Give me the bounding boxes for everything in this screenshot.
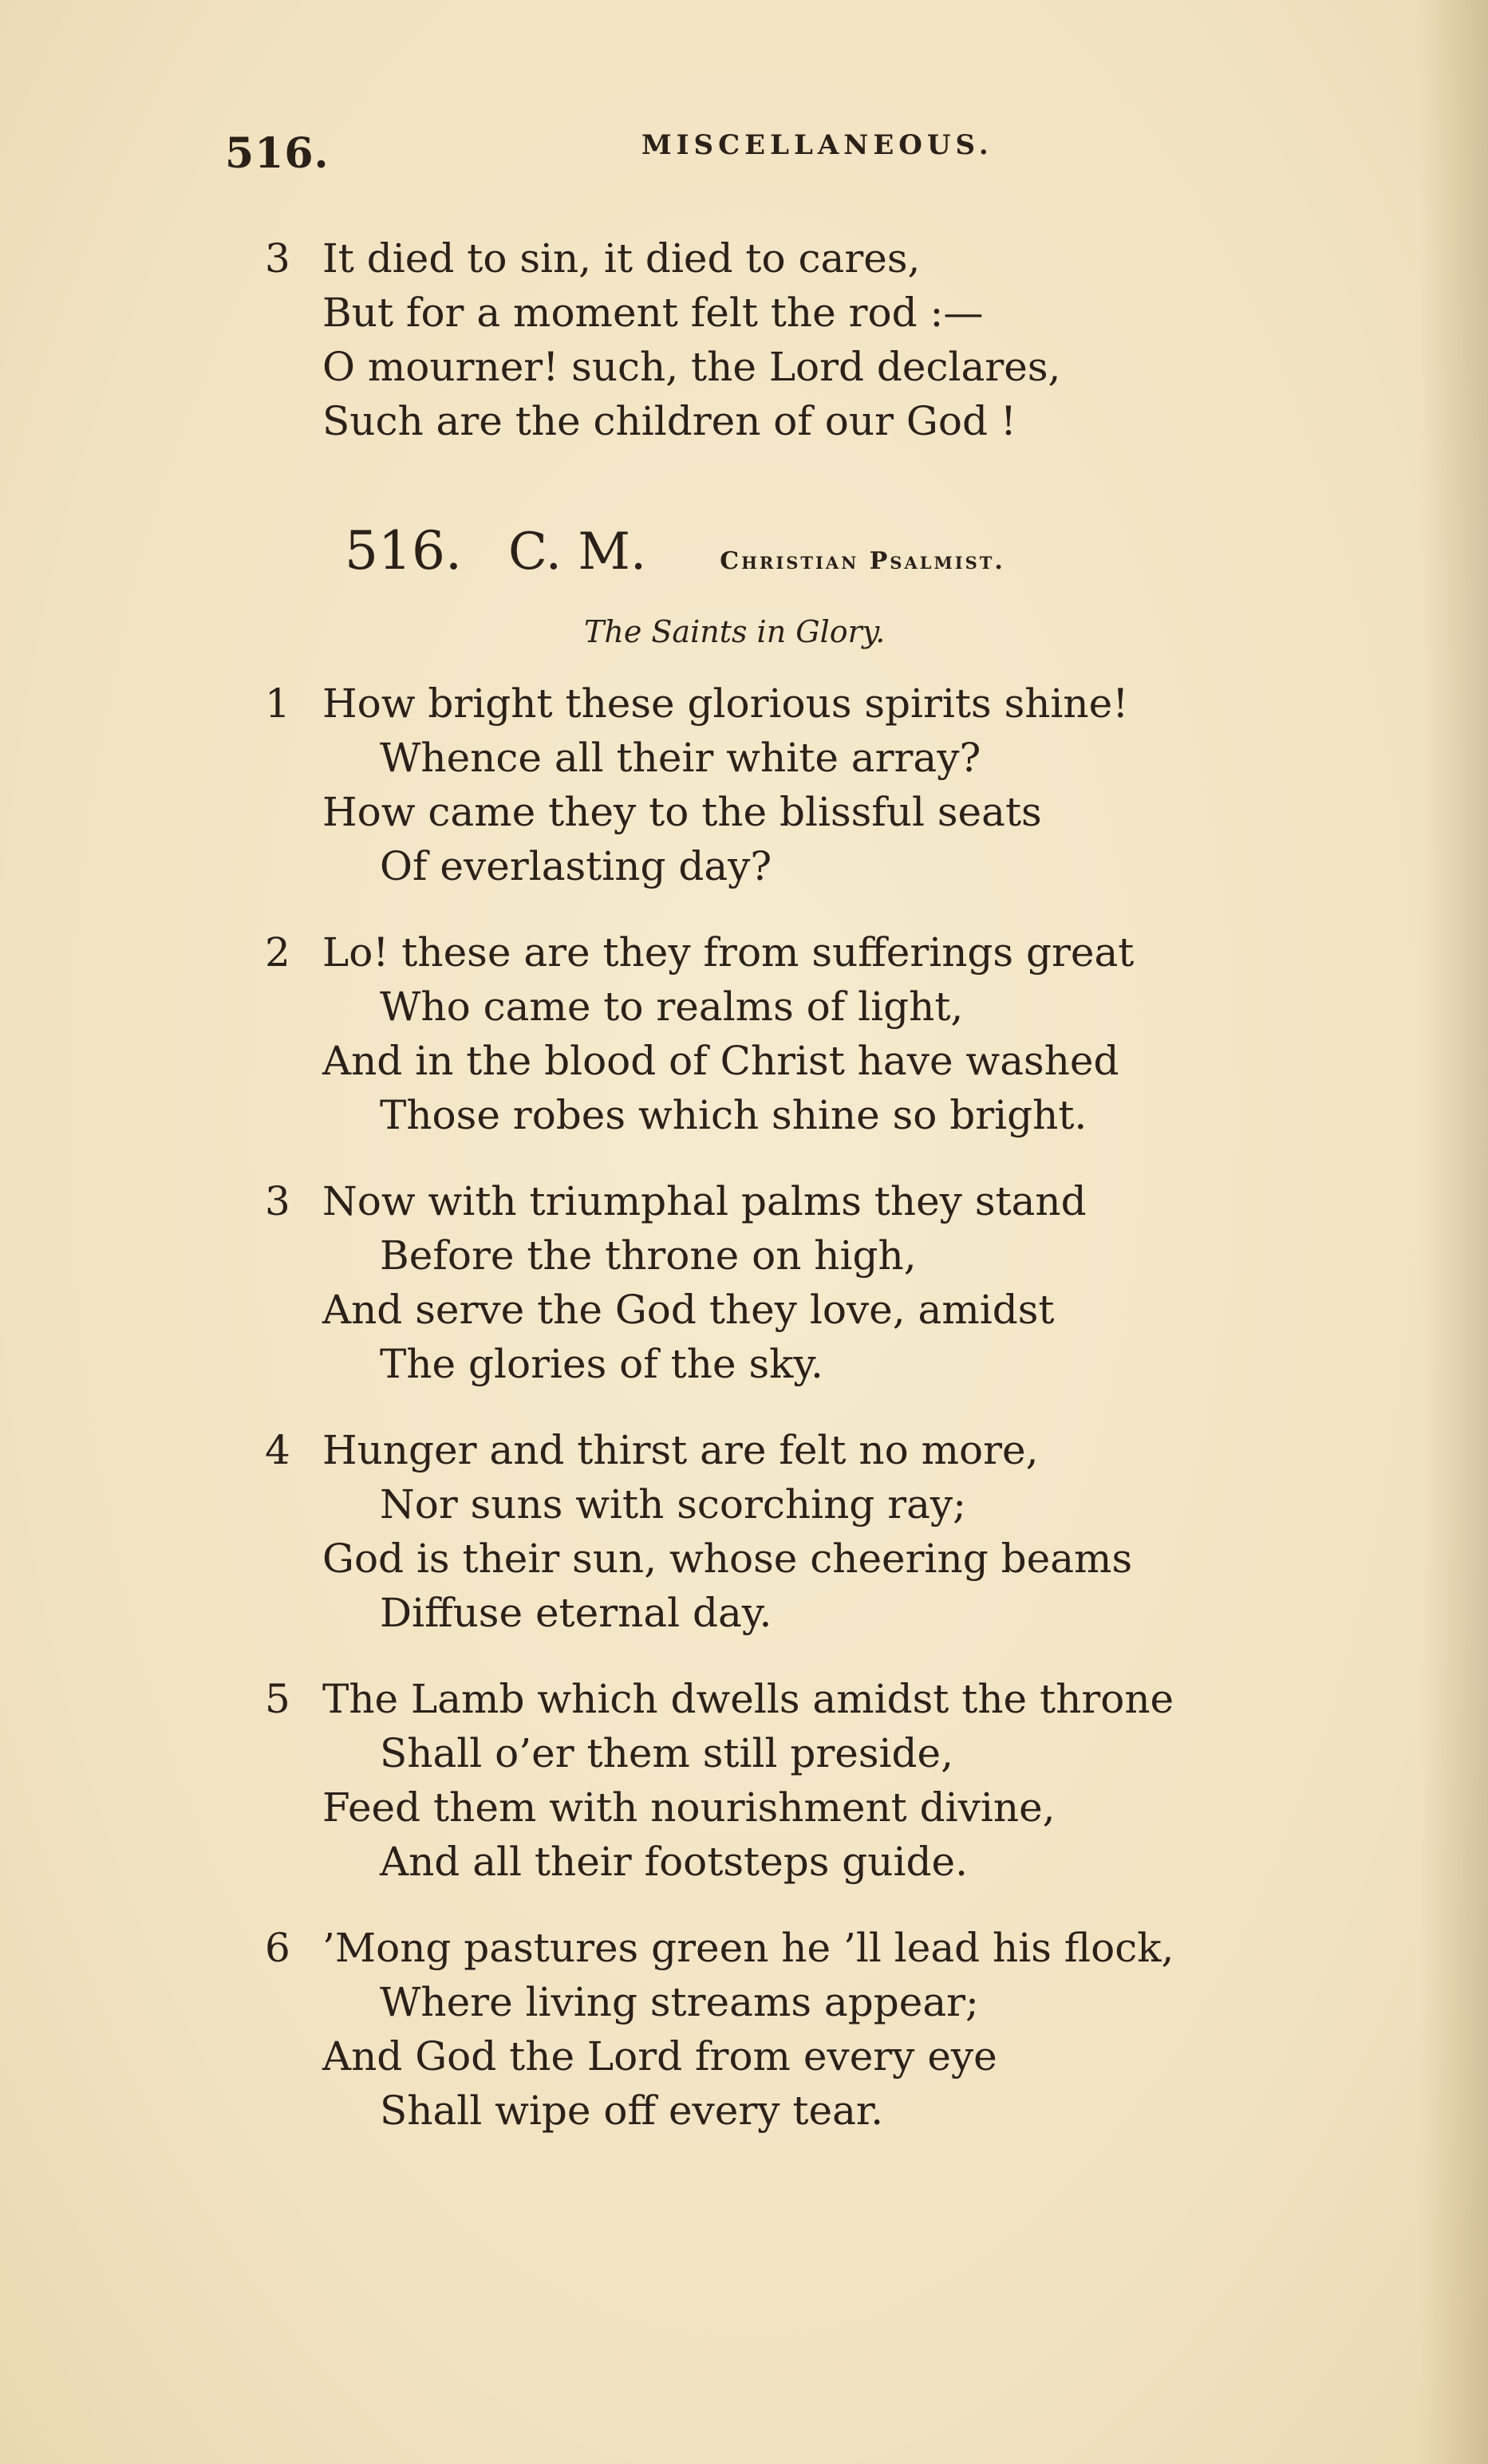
verse-line (265, 839, 1174, 893)
verse-line (265, 231, 1060, 286)
verse-text: It died to sin, it died to cares, (322, 235, 921, 282)
verse-line (265, 1088, 1174, 1142)
verse-line (265, 785, 1174, 839)
verse-line (265, 1921, 1174, 1975)
stanza-number: 3 (265, 235, 290, 282)
verse-text: And in the blood of Christ have washed (322, 1038, 1119, 1084)
verse-text: How came they to the blissful seats (322, 789, 1042, 835)
verse-text: Of everlasting day? (380, 843, 772, 889)
verse-text: Feed them with nourishment divine, (322, 1784, 1056, 1831)
hymn-meter: C. M. (507, 522, 647, 582)
stanza-number: 1 (265, 680, 290, 727)
verse-text: The glories of the sky. (380, 1341, 823, 1387)
verse-line (265, 1780, 1174, 1835)
verse-line (265, 286, 1060, 340)
previous-hymn-stanza (265, 231, 1060, 448)
verse-text: ’Mong pastures green he ’ll lead his flock, (322, 1925, 1174, 1971)
verse-text: Hunger and thirst are felt no more, (322, 1427, 1039, 1473)
verse-text: Where living streams appear; (380, 1979, 979, 2025)
verse-line (265, 1672, 1174, 1726)
section-title: MISCELLANEOUS. (641, 129, 993, 161)
verse-line (265, 1034, 1174, 1088)
hymn-stanzas (265, 676, 1174, 2170)
verse-line (265, 1228, 1174, 1283)
verse-text: Shall o’er them still preside, (380, 1730, 953, 1776)
stanza-number: 6 (265, 1925, 290, 1971)
hymn-header (345, 520, 1005, 582)
verse-line (265, 1726, 1174, 1780)
verse-line (265, 1423, 1174, 1477)
verse-text: Those robes which shine so bright. (380, 1092, 1087, 1138)
verse-line (265, 1975, 1174, 2029)
page-number: 516. (225, 129, 330, 178)
stanza (265, 925, 1174, 1142)
running-head (225, 129, 1023, 178)
verse-line (265, 340, 1060, 394)
verse-line (265, 1174, 1174, 1228)
verse-text: Who came to realms of light, (380, 984, 964, 1030)
stanza (265, 1921, 1174, 2138)
verse-text: Shall wipe off every tear. (380, 2088, 884, 2134)
verse-line (265, 676, 1174, 731)
verse-line (265, 1283, 1174, 1337)
stanza-number: 3 (265, 1178, 290, 1224)
hymn-subtitle: The Saints in Glory. (584, 614, 886, 649)
verse-text: Whence all their white array? (380, 735, 981, 781)
verse-text: And all their footsteps guide. (380, 1839, 968, 1885)
stanza-number: 2 (265, 929, 290, 976)
verse-line (265, 2029, 1174, 2084)
verse-text: But for a moment felt the rod :— (322, 290, 984, 336)
verse-text: The Lamb which dwells amidst the throne (322, 1676, 1174, 1722)
verse-text: O mourner! such, the Lord declares, (322, 344, 1061, 390)
verse-text: Before the throne on high, (380, 1232, 917, 1279)
verse-line (265, 1835, 1174, 1889)
hymn-attribution: Christian Psalmist. (720, 547, 1005, 575)
stanza (265, 1174, 1174, 1391)
stanza (265, 676, 1174, 893)
verse-line (265, 980, 1174, 1034)
stanza (265, 1423, 1174, 1640)
verse-line (265, 1586, 1174, 1640)
verse-line (265, 394, 1060, 448)
verse-text: Now with triumphal palms they stand (322, 1178, 1087, 1224)
verse-line (265, 1337, 1174, 1391)
verse-line (265, 1477, 1174, 1532)
verse-text: Nor suns with scorching ray; (380, 1481, 967, 1528)
verse-text: God is their sun, whose cheering beams (322, 1536, 1133, 1582)
verse-text: How bright these glorious spirits shine! (322, 680, 1129, 727)
verse-text: And serve the God they love, amidst (322, 1287, 1055, 1333)
stanza-number: 4 (265, 1427, 290, 1473)
verse-line (265, 925, 1174, 980)
verse-text: And God the Lord from every eye (322, 2033, 997, 2080)
stanza-number: 5 (265, 1676, 290, 1722)
verse-line (265, 1532, 1174, 1586)
verse-text: Diffuse eternal day. (380, 1590, 772, 1636)
verse-line (265, 2084, 1174, 2138)
verse-text: Such are the children of our God ! (322, 398, 1016, 444)
hymn-number: 516. (345, 520, 462, 582)
verse-line (265, 731, 1174, 785)
verse-text: Lo! these are they from sufferings great (322, 929, 1135, 976)
stanza (265, 1672, 1174, 1889)
